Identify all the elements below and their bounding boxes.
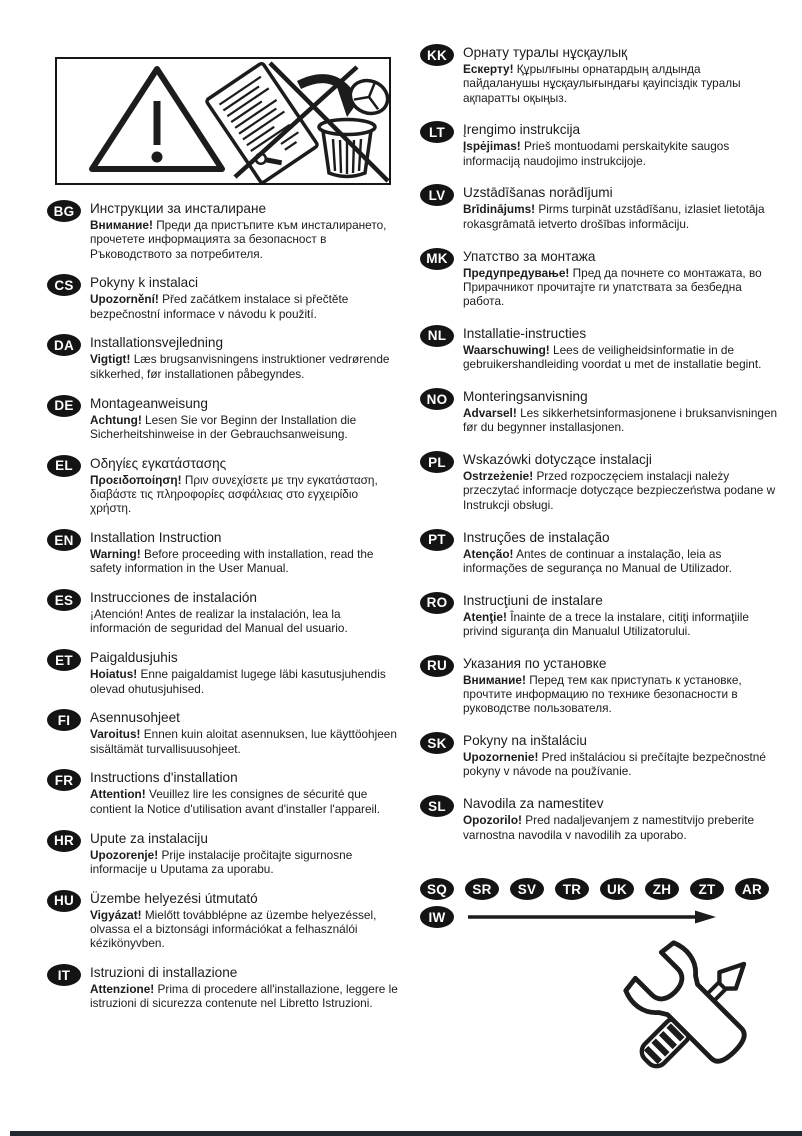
- warning-word: Upozorenje!: [90, 847, 159, 862]
- section-body: [90, 848, 399, 877]
- lang-section-et: [47, 649, 399, 696]
- body-text: Pirms turpināt uzstādīšanu, izlasiet lietotāja rokasgrāmatā ietverto drošības informāciju.: [463, 202, 765, 231]
- section-title: Упатство за монтажа: [463, 248, 596, 264]
- lang-badge-el: EL: [47, 455, 81, 477]
- lang-section-lt: [420, 121, 780, 168]
- lang-badge-hu: HU: [47, 890, 81, 912]
- section-title: Įrengimo instrukcija: [463, 122, 581, 138]
- section-body: [463, 266, 780, 309]
- section-text: [90, 709, 399, 756]
- section-body: [463, 62, 780, 105]
- lang-badge-fi: FI: [47, 709, 81, 731]
- lang-section-es: [47, 589, 399, 636]
- lang-section-fi: [47, 709, 399, 756]
- lang-badge-da: DA: [47, 334, 81, 356]
- section-text: [90, 830, 399, 877]
- lang-badge-sq: SQ: [420, 878, 454, 900]
- section-text: [463, 451, 780, 512]
- section-text: [463, 44, 780, 105]
- lang-badge-hr: HR: [47, 830, 81, 852]
- section-text: [90, 395, 399, 442]
- warning-word: Предупредување!: [463, 265, 570, 280]
- lang-section-el: [47, 455, 399, 516]
- section-title: Istruzioni di installazione: [90, 965, 238, 981]
- body-text: Lesen Sie vor Beginn der Installation die Sicherheitshinweise in der Gebrauchsanweisung.: [90, 412, 357, 441]
- section-title: Орнату туралы нұсқаулық: [463, 45, 628, 60]
- section-title: Installation Instruction: [90, 530, 222, 546]
- section-body: [90, 473, 399, 516]
- section-text: [90, 200, 399, 261]
- section-text: [90, 589, 399, 636]
- lang-badge-sr: SR: [465, 878, 499, 900]
- warning-word: Upozornenie!: [463, 750, 539, 765]
- warning-word: Opozorilo!: [463, 813, 522, 828]
- right-column: [420, 44, 780, 1085]
- body-text: Les sikkerhetsinformasjonene i bruksanvisningen før du begynner installasjonen.: [463, 406, 778, 435]
- lang-section-en: [47, 529, 399, 576]
- section-text: [90, 890, 399, 951]
- warning-word: Προειδοποίηση!: [90, 472, 182, 487]
- section-body: [463, 202, 780, 231]
- body-text: Enne paigaldamist lugege läbi kasutusjuhendis olevad ohutusjuhised.: [90, 667, 386, 696]
- lang-section-mk: [420, 248, 780, 309]
- lang-section-nl: [420, 325, 780, 372]
- section-text: [463, 184, 780, 231]
- body-text: Πριν συνεχίσετε με την εγκατάσταση, διαβάστε τις πληροφορίες ασφάλειας στο εγχειρίδιο χρήστη.: [90, 472, 378, 516]
- body-text: Veuillez lire les consignes de sécurité que contient la Notice d'utilisation avant d'installer l'appareil.: [90, 787, 381, 816]
- lang-badge-de: DE: [47, 395, 81, 417]
- lang-badge-lt: LT: [420, 121, 454, 143]
- section-body: [463, 610, 780, 639]
- section-text: [463, 529, 780, 576]
- lang-badge-mk: MK: [420, 248, 454, 270]
- more-languages-row: [420, 878, 780, 900]
- warning-word: Warning!: [90, 547, 141, 562]
- left-column: [47, 200, 399, 1024]
- lang-badge-et: ET: [47, 649, 81, 671]
- section-text: [90, 964, 399, 1011]
- tools-illustration: [420, 940, 780, 1085]
- section-text: [90, 455, 399, 516]
- lang-section-fr: [47, 769, 399, 816]
- lang-badge-ru: RU: [420, 655, 454, 677]
- section-title: Инструкции за инсталиране: [90, 201, 267, 216]
- lang-badge-iw: IW: [420, 906, 454, 928]
- lang-badge-sk: SK: [420, 732, 454, 754]
- lang-badge-tr: TR: [555, 878, 589, 900]
- warning-word: Внимание!: [463, 672, 526, 687]
- body-text: Prije instalacije pročitajte sigurnosne informacije u Uputama za uporabu.: [90, 847, 353, 876]
- section-text: [463, 248, 780, 309]
- body-text: Læs brugsanvisningens instruktioner vedrørende sikkerhed, før installationen påbegyndes.: [90, 352, 390, 381]
- body-text: Pred inštaláciou si prečítajte bezpečnostné pokyny v návode na používanie.: [463, 750, 766, 779]
- lang-badge-uk: UK: [600, 878, 634, 900]
- lang-section-kk: [420, 44, 780, 105]
- lang-badge-it: IT: [47, 964, 81, 986]
- section-body: [463, 469, 780, 512]
- lang-section-pl: [420, 451, 780, 512]
- section-title: Navodila za namestitev: [463, 796, 604, 812]
- section-title: Wskazówki dotyczące instalacji: [463, 452, 652, 468]
- section-body: [463, 343, 780, 372]
- safety-illustration-box: [55, 57, 391, 185]
- warning-word: Atenţie!: [463, 609, 507, 624]
- section-title: Installatie-instructies: [463, 325, 587, 341]
- lang-section-no: [420, 388, 780, 435]
- section-title: Uzstādīšanas norādījumi: [463, 185, 613, 201]
- lang-badge-kk: KK: [420, 44, 454, 66]
- lang-section-ru: [420, 655, 780, 716]
- lang-section-pt: [420, 529, 780, 576]
- lang-badge-cs: CS: [47, 274, 81, 296]
- body-text: Перед тем как приступать к установке, прочтите информацию по технике безопасности в руководстве пользователя.: [463, 672, 742, 716]
- warning-word: Attenzione!: [90, 982, 155, 997]
- lang-badge-zt: ZT: [690, 878, 724, 900]
- warning-word: Upozornění!: [90, 292, 159, 307]
- warning-word: Ескерту!: [463, 62, 514, 76]
- body-text: Пред да почнете со монтажата, во Прирачникот прочитајте ги упатствата за безбедна работа.: [463, 265, 762, 309]
- page-footer-bar: [10, 1131, 802, 1136]
- warning-word: Waarschuwing!: [463, 342, 550, 357]
- lang-badge-fr: FR: [47, 769, 81, 791]
- lang-badge-ar: AR: [735, 878, 769, 900]
- section-body: [463, 813, 780, 842]
- body-text: Преди да пристъпите към инсталирането, прочетете информацията за безопасност в Ръководството за потребителя.: [90, 218, 387, 261]
- warning-word: Ostrzeżenie!: [463, 469, 534, 484]
- warning-word: Hoiatus!: [90, 667, 138, 682]
- body-text: Ennen kuin aloitat asennuksen, lue käyttöohjeen sisältämät turvallisuusohjeet.: [90, 727, 397, 756]
- section-body: [463, 139, 780, 168]
- section-title: Monteringsanvisning: [463, 389, 588, 405]
- section-body: [90, 727, 399, 756]
- warning-word: Внимание!: [90, 218, 153, 232]
- wrench-screwdriver-icon: [613, 940, 778, 1085]
- body-text: Pred nadaljevanjem z namestitvijo preberite varnostna navodila v navodilih za uporabo.: [463, 813, 755, 842]
- section-body: [90, 607, 399, 636]
- section-title: Montageanweisung: [90, 395, 208, 411]
- section-text: [90, 769, 399, 816]
- lang-badge-sv: SV: [510, 878, 544, 900]
- section-text: [463, 121, 780, 168]
- body-text: Prieš montuodami perskaitykite saugos informaciją naudojimo instrukcijoje.: [463, 139, 730, 168]
- section-body: [90, 667, 399, 696]
- lang-badge-bg: BG: [47, 200, 81, 222]
- lang-badge-en: EN: [47, 529, 81, 551]
- body-text: Before proceeding with installation, read the safety information in the User Manual.: [90, 547, 374, 576]
- lang-section-sl: [420, 795, 780, 842]
- body-text: Lees de veiligheidsinformatie in de gebruikershandleiding voordat u met de installatie begint.: [463, 342, 762, 372]
- section-title: Instruções de instalação: [463, 529, 610, 545]
- section-title: Pokyny k instalaci: [90, 275, 199, 291]
- section-title: Paigaldusjuhis: [90, 650, 178, 666]
- continuation-arrow-icon: [466, 909, 716, 925]
- section-text: [463, 655, 780, 716]
- lang-section-bg: [47, 200, 399, 261]
- warning-word: ¡Atención!: [90, 607, 144, 622]
- section-text: [90, 334, 399, 381]
- section-text: [463, 325, 780, 372]
- section-body: [90, 413, 399, 442]
- warning-word: Brīdinājums!: [463, 202, 536, 217]
- lang-badge-lv: LV: [420, 184, 454, 206]
- body-text: Před začátkem instalace si přečtěte bezpečnostní informace v návodu k použití.: [90, 292, 349, 321]
- section-text: [463, 795, 780, 842]
- section-body: [90, 352, 399, 381]
- section-text: [90, 529, 399, 576]
- section-body: [463, 406, 780, 435]
- section-body: [463, 750, 780, 779]
- section-text: [463, 388, 780, 435]
- warning-word: Attention!: [90, 787, 146, 802]
- lang-badge-no: NO: [420, 388, 454, 410]
- iw-row: [420, 906, 780, 928]
- section-title: Указания по установке: [463, 655, 607, 671]
- lang-section-it: [47, 964, 399, 1011]
- body-text: Przed rozpoczęciem instalacji należy przeczytać informacje dotyczące bezpieczeństwa podane w Instrukcji obsługi.: [463, 469, 776, 512]
- section-text: [463, 592, 780, 639]
- lang-section-cs: [47, 274, 399, 321]
- section-body: [90, 787, 399, 816]
- warning-word: Varoitus!: [90, 727, 141, 742]
- body-text: Antes de realizar la instalación, lea la información de seguridad del Manual del usuario.: [90, 607, 348, 636]
- section-body: [90, 547, 399, 576]
- section-title: Installationsvejledning: [90, 335, 224, 351]
- lang-section-de: [47, 395, 399, 442]
- lang-section-da: [47, 334, 399, 381]
- body-text: Înainte de a trece la instalare, citiţi informaţiile privind siguranţa din Manualul Utilizatorului.: [463, 609, 749, 638]
- section-body: [90, 982, 399, 1011]
- warning-word: Achtung!: [90, 412, 142, 427]
- lang-badge-pt: PT: [420, 529, 454, 551]
- warning-word: Vigyázat!: [90, 907, 142, 922]
- section-body: [90, 218, 399, 261]
- section-body: [463, 547, 780, 576]
- lang-section-hu: [47, 890, 399, 951]
- section-title: Instrucciones de instalación: [90, 590, 257, 606]
- warning-word: Atenção!: [463, 546, 514, 561]
- lang-badge-pl: PL: [420, 451, 454, 473]
- section-title: Upute za instalaciju: [90, 830, 208, 846]
- lang-badge-nl: NL: [420, 325, 454, 347]
- lang-badge-sl: SL: [420, 795, 454, 817]
- lang-badge-es: ES: [47, 589, 81, 611]
- section-title: Οδηγίες εγκατάστασης: [90, 455, 227, 471]
- body-text: Antes de continuar a instalação, leia as informações de segurança no Manual de Utilizador.: [463, 546, 732, 575]
- lang-section-sk: [420, 732, 780, 779]
- lang-badge-zh: ZH: [645, 878, 679, 900]
- lang-badge-ro: RO: [420, 592, 454, 614]
- section-body: [463, 673, 780, 716]
- warning-word: Vigtigt!: [90, 352, 131, 367]
- lang-section-lv: [420, 184, 780, 231]
- warning-word: Įspėjimas!: [463, 139, 521, 154]
- lang-section-hr: [47, 830, 399, 877]
- section-title: Üzembe helyezési útmutató: [90, 890, 258, 906]
- warning-triangle-icon: [57, 59, 389, 183]
- section-body: [90, 908, 399, 951]
- body-text: Құрылғыны орнатардың алдында пайдаланушы нұсқаулығындағы қауіпсіздік туралы ақпаратты оқыңыз.: [463, 62, 741, 105]
- section-title: Instructions d'installation: [90, 770, 238, 786]
- section-text: [463, 732, 780, 779]
- body-text: Mielőtt továbblépne az üzembe helyezéssel, olvassa el a biztonsági információkat a felhasználói kézikönyvben.: [90, 907, 377, 951]
- section-title: Asennusohjeet: [90, 710, 180, 726]
- body-text: Prima di procedere all'installazione, leggere le istruzioni di sicurezza contenute nel Libretto Istruzioni.: [90, 982, 398, 1011]
- section-text: [90, 649, 399, 696]
- warning-word: Advarsel!: [463, 406, 517, 421]
- lang-section-ro: [420, 592, 780, 639]
- section-title: Pokyny na inštaláciu: [463, 733, 587, 749]
- section-body: [90, 292, 399, 321]
- section-text: [90, 274, 399, 321]
- section-title: Instrucţiuni de instalare: [463, 592, 603, 608]
